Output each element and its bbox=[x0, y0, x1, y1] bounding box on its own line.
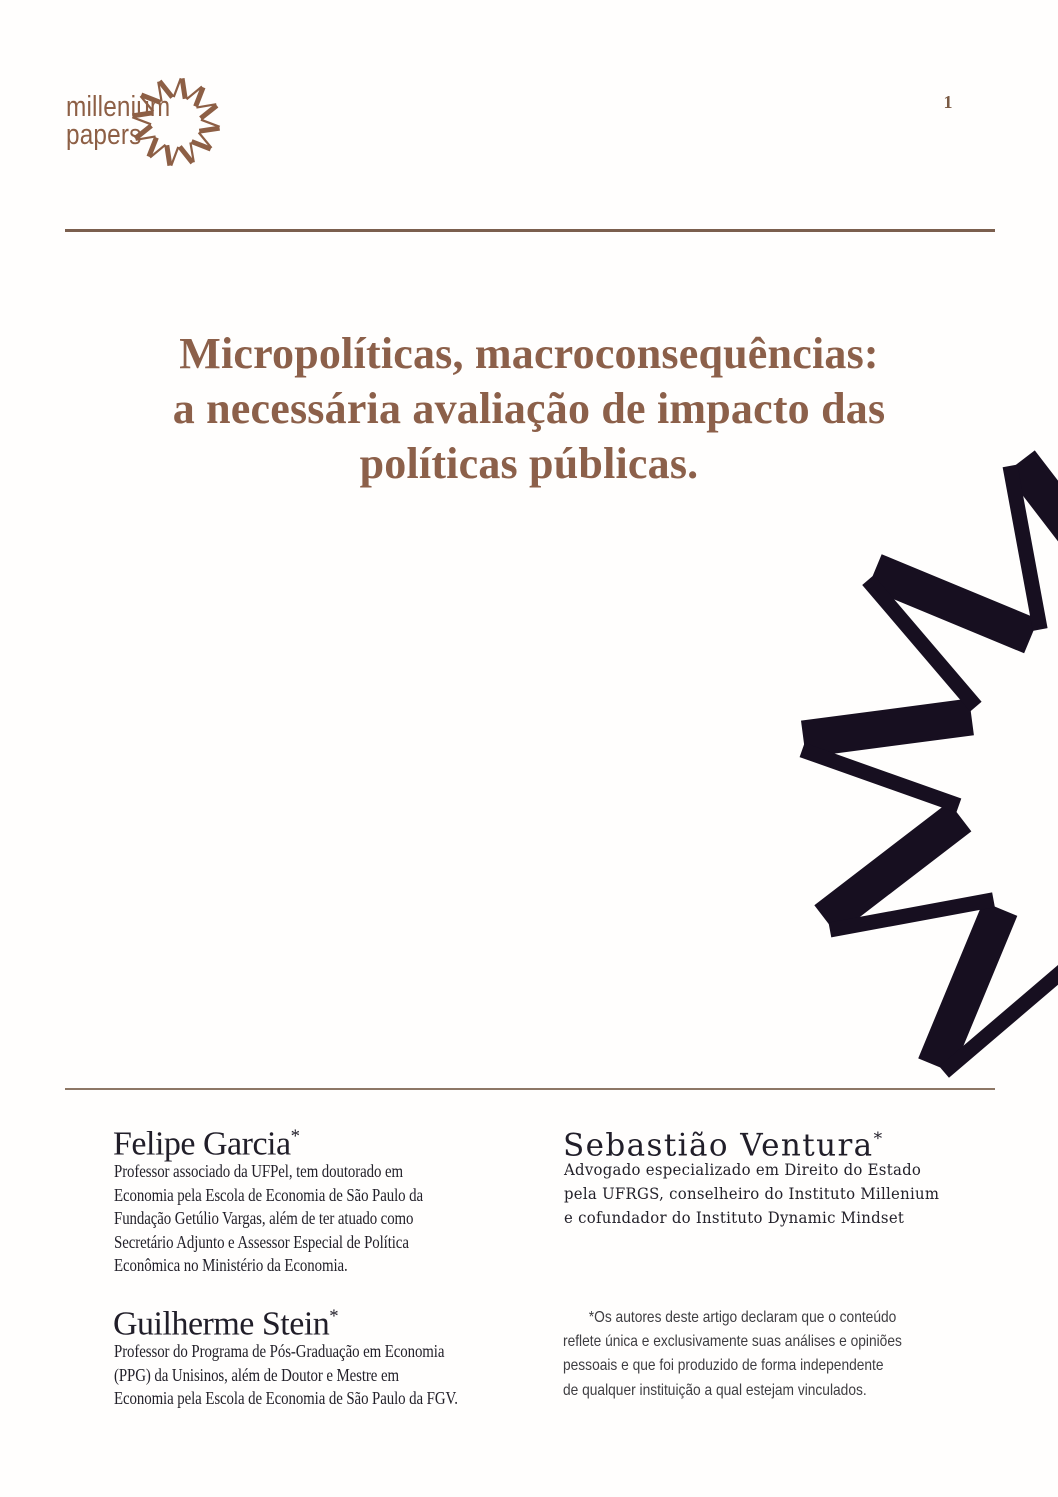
bio-line: Professor associado da UFPel, tem doutorado em bbox=[114, 1161, 403, 1181]
bio-line: Secretário Adjunto e Assessor Especial de Política bbox=[114, 1231, 409, 1252]
page-number: 1 bbox=[943, 92, 953, 112]
bio-line: pela UFRGS, conselheiro do Instituto Millenium bbox=[564, 1184, 940, 1203]
brand-name-line2: papers bbox=[66, 119, 142, 151]
author-name-text: Guilherme Stein bbox=[113, 1305, 330, 1343]
bio-line: Professor do Programa de Pós-Graduação em Economia bbox=[114, 1341, 445, 1361]
author-bio-sebastiao bbox=[564, 1158, 939, 1230]
disclaimer-line: reflete única e exclusivamente suas análises e opiniões bbox=[563, 1333, 902, 1351]
disclaimer-line: *Os autores deste artigo declaram que o conteúdo bbox=[588, 1309, 897, 1326]
bio-line: e cofundador do Instituto Dynamic Mindset bbox=[564, 1208, 905, 1227]
author-bio-guilherme bbox=[114, 1340, 458, 1411]
title-line: políticas públicas. bbox=[359, 439, 699, 488]
bio-line: Fundação Getúlio Vargas, além de ter atuado como bbox=[114, 1208, 414, 1228]
footnote-asterisk: * bbox=[290, 1126, 300, 1147]
author-bio-felipe bbox=[114, 1160, 423, 1278]
bio-line: (PPG) da Unisinos, além de Doutor e Mestre em bbox=[114, 1364, 399, 1385]
brand-name-line1: millenium bbox=[66, 91, 171, 123]
author-name-text: Sebastião Ventura bbox=[563, 1127, 874, 1164]
page-title bbox=[64, 326, 994, 491]
title-line: Micropolíticas, macroconsequências: bbox=[179, 329, 879, 378]
brand-logo bbox=[66, 93, 190, 149]
author-name-guilherme-stein bbox=[113, 1298, 339, 1343]
footnote-asterisk: * bbox=[329, 1306, 339, 1327]
title-line: a necessária avaliação de impacto das bbox=[172, 384, 886, 433]
author-name-text: Felipe Garcia bbox=[113, 1125, 291, 1163]
bio-line: Econômica no Ministério da Economia. bbox=[114, 1255, 348, 1275]
bio-line: Advogado especializado em Direito do Estado bbox=[564, 1160, 922, 1179]
authors-disclaimer bbox=[563, 1306, 902, 1403]
header-rule bbox=[65, 229, 995, 232]
footnote-asterisk: * bbox=[873, 1129, 883, 1149]
bio-line: Economia pela Escola de Economia de São Paulo da FGV. bbox=[114, 1388, 458, 1408]
disclaimer-line: pessoais e que foi produzido de forma independente bbox=[563, 1357, 884, 1375]
disclaimer-line: de qualquer instituição a qual estejam vinculados. bbox=[563, 1381, 867, 1399]
bio-line: Economia pela Escola de Economia de São Paulo da bbox=[114, 1184, 424, 1205]
footer-rule bbox=[65, 1088, 995, 1090]
author-name-felipe-garcia bbox=[113, 1118, 300, 1163]
